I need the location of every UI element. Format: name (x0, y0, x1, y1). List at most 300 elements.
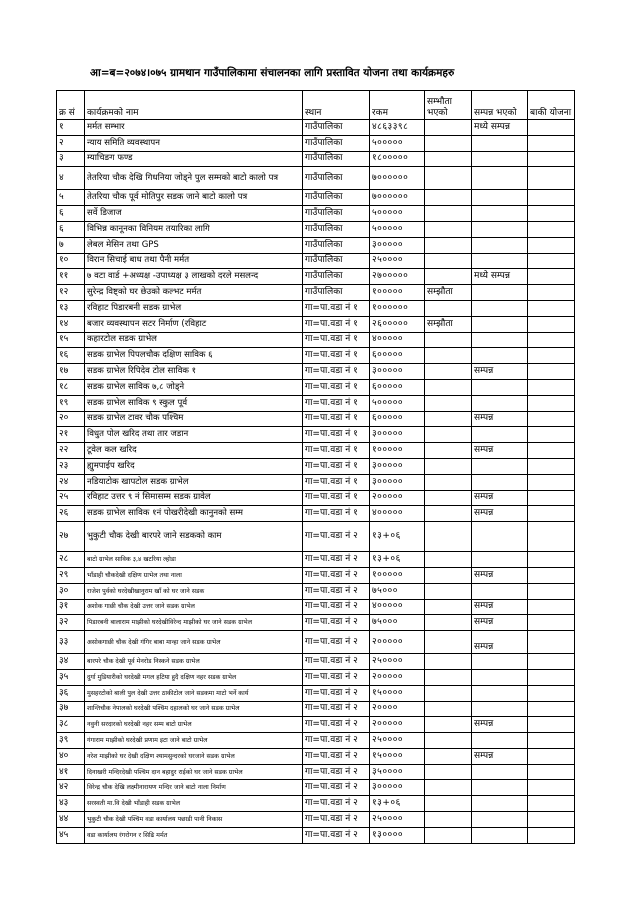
row-amount: २७००००० (370, 269, 425, 285)
row-remaining (528, 506, 575, 522)
row-serial: ७ (57, 237, 85, 253)
table-row (57, 332, 575, 348)
table-row (57, 427, 575, 443)
row-completed (472, 685, 528, 701)
row-agreement (425, 796, 472, 812)
row-amount: ५००००० (370, 135, 425, 151)
row-program-name: राजेश पुर्वको घरदेखीखानुराम खाँ को घर जाने सडक (85, 583, 303, 599)
row-completed (472, 332, 528, 348)
row-program-name: गंगाराम माझीको घरदेखी प्रणाम इटा जाने बाटो ग्राभेल (85, 733, 303, 749)
header-completed: सम्पन्न भएको (472, 91, 528, 120)
row-place: गा=पा.वडा नं २ (303, 567, 370, 583)
table-row (57, 615, 575, 631)
row-program-name: सडक ग्राभेल रिपिदेव टोल साविक १ (85, 364, 303, 380)
table-row (57, 395, 575, 411)
row-serial: ६ (57, 221, 85, 237)
row-agreement (425, 427, 472, 443)
table-row (57, 237, 575, 253)
table-row (57, 167, 575, 190)
row-remaining (528, 615, 575, 631)
row-remaining (528, 654, 575, 670)
row-amount: १००००० (370, 567, 425, 583)
row-agreement (425, 253, 472, 269)
row-remaining (528, 206, 575, 222)
table-row (57, 411, 575, 427)
row-completed (472, 552, 528, 568)
row-agreement (425, 458, 472, 474)
row-completed: सम्पन्न (472, 717, 528, 733)
row-place: गा=पा.वडा नं २ (303, 827, 370, 843)
row-place: गाउँपालिका (303, 285, 370, 301)
row-place: गा=पा.वडा नं २ (303, 717, 370, 733)
row-remaining (528, 599, 575, 615)
row-program-name: नवुनी सरदारको घरदेखी नहर सम्म बाटो ग्राभेल (85, 717, 303, 733)
row-place: गा=पा.वडा नं २ (303, 669, 370, 685)
row-program-name: सडक ग्राभेल साविक ७,८ जोड्ने (85, 379, 303, 395)
row-program-name: सरस्वती मा.वि देखी भाँडाही सडक ग्राभेल (85, 796, 303, 812)
table-row (57, 812, 575, 828)
row-completed: मध्ये सम्पन्न (472, 120, 528, 136)
document-title: आ=ब=२०७४।०७५ ग्रामथान गाउँपालिकामा संचालनका लागि प्रस्तावित योजना तथा कार्यक्रमहरु (90, 67, 455, 79)
row-place: गा=पा.वडा नं १ (303, 379, 370, 395)
row-serial: ३१ (57, 599, 85, 615)
row-amount: ३५०००० (370, 764, 425, 780)
table-row (57, 631, 575, 654)
table-row (57, 522, 575, 552)
row-completed (472, 458, 528, 474)
row-amount: ५००००० (370, 221, 425, 237)
row-program-name: अशोक गाछी चौक देखी उत्तर जाने सडक ग्राभेल (85, 599, 303, 615)
row-program-name: विधुत पोल खरिद तथा तार जडान (85, 427, 303, 443)
row-agreement (425, 348, 472, 364)
row-amount: ४००००० (370, 599, 425, 615)
row-completed: सम्पन्न (472, 364, 528, 380)
row-serial: ६ (57, 206, 85, 222)
table-row (57, 552, 575, 568)
row-amount: ३००००० (370, 427, 425, 443)
table-row (57, 490, 575, 506)
header-amount: रकम (370, 91, 425, 120)
table-row (57, 443, 575, 459)
row-amount: ४८६३३९८ (370, 120, 425, 136)
row-program-name: भाँडाही चौकदेखी दक्षिण ग्राभेल तथा नाला (85, 567, 303, 583)
row-amount: १३+०६ (370, 552, 425, 568)
row-place: गाउँपालिका (303, 167, 370, 190)
row-completed: मध्ये सम्पन्न (472, 269, 528, 285)
row-agreement (425, 190, 472, 206)
row-completed: सम्पन्न (472, 615, 528, 631)
table-row (57, 458, 575, 474)
row-place: गा=पा.वडा नं १ (303, 490, 370, 506)
row-agreement (425, 733, 472, 749)
row-place: गाउँपालिका (303, 253, 370, 269)
row-completed (472, 221, 528, 237)
row-remaining (528, 458, 575, 474)
row-completed (472, 669, 528, 685)
table-row (57, 669, 575, 685)
row-completed: सम्पन्न (472, 599, 528, 615)
row-program-name: टूवेल कल खरिद (85, 443, 303, 459)
row-amount: २००००० (370, 631, 425, 654)
row-amount: २५०००० (370, 812, 425, 828)
row-remaining (528, 669, 575, 685)
row-serial: ४ (57, 167, 85, 190)
row-completed (472, 812, 528, 828)
row-place: गा=पा.वडा नं २ (303, 552, 370, 568)
row-program-name: तेतरिया चौक पूर्व मोतिपुर सडक जाने बाटो कालो पत्र (85, 190, 303, 206)
row-remaining (528, 748, 575, 764)
row-remaining (528, 701, 575, 717)
row-program-name: वडा कार्यालय रंगरोगन र सिढि मर्मत (85, 827, 303, 843)
row-program-name: विरेन्द्र चौक देखि लक्ष्मीनारायण मन्दिर जाने बाटो नाला निर्माण (85, 780, 303, 796)
table-row (57, 599, 575, 615)
row-agreement (425, 120, 472, 136)
row-remaining (528, 332, 575, 348)
row-place: गा=पा.वडा नं १ (303, 332, 370, 348)
row-remaining (528, 733, 575, 749)
row-program-name: कहारटोल सडक ग्राभेल (85, 332, 303, 348)
row-agreement (425, 717, 472, 733)
table-row (57, 348, 575, 364)
row-remaining (528, 190, 575, 206)
row-agreement (425, 615, 472, 631)
row-remaining (528, 348, 575, 364)
row-amount: १००००० (370, 285, 425, 301)
row-place: गा=पा.वडा नं २ (303, 748, 370, 764)
row-agreement (425, 237, 472, 253)
row-agreement (425, 443, 472, 459)
row-agreement (425, 685, 472, 701)
row-remaining (528, 411, 575, 427)
row-serial: २९ (57, 567, 85, 583)
row-serial: २८ (57, 552, 85, 568)
row-amount: १५०००० (370, 748, 425, 764)
row-remaining (528, 490, 575, 506)
row-remaining (528, 285, 575, 301)
row-amount: ६००००० (370, 348, 425, 364)
row-agreement (425, 474, 472, 490)
row-serial: ४४ (57, 812, 85, 828)
row-completed (472, 764, 528, 780)
table-row (57, 748, 575, 764)
row-program-name: ७ वटा वार्ड +अध्यक्ष -उपाध्यक्ष ३ लाखको दरले मसलन्द (85, 269, 303, 285)
table-row (57, 151, 575, 167)
row-place: गा=पा.वडा नं १ (303, 395, 370, 411)
row-program-name: सडक ग्राभेल टावर चौक पश्चिम (85, 411, 303, 427)
row-remaining (528, 796, 575, 812)
row-agreement (425, 206, 472, 222)
row-place: गा=पा.वडा नं १ (303, 506, 370, 522)
row-program-name: लेबल मेसिन तथा GPS (85, 237, 303, 253)
row-amount: ५००००० (370, 206, 425, 222)
table-row (57, 364, 575, 380)
row-place: गा=पा.वडा नं २ (303, 796, 370, 812)
row-program-name: नडियाटोक खापटोल सडक ग्राभेल (85, 474, 303, 490)
table-row (57, 717, 575, 733)
row-completed (472, 796, 528, 812)
table-row (57, 796, 575, 812)
row-serial: ३४ (57, 654, 85, 670)
row-program-name: रविहाट पिडारबनी सडक ग्राभेल (85, 300, 303, 316)
row-program-name: विरान सिचाई बाध तथा पैनी मर्मत (85, 253, 303, 269)
row-amount: ५००००० (370, 395, 425, 411)
row-place: गा=पा.वडा नं १ (303, 364, 370, 380)
row-amount: ७०००००० (370, 167, 425, 190)
row-serial: १९ (57, 395, 85, 411)
row-serial: १ (57, 120, 85, 136)
row-program-name: सडक ग्राभेल साविक ९ स्कुल पूर्व (85, 395, 303, 411)
row-place: गाउँपालिका (303, 269, 370, 285)
row-place: गा=पा.वडा नं २ (303, 685, 370, 701)
row-program-name: विभिन्न कानूनका विनियम तयारिका लागि (85, 221, 303, 237)
row-serial: १६ (57, 348, 85, 364)
table-row (57, 269, 575, 285)
row-agreement (425, 379, 472, 395)
row-remaining (528, 135, 575, 151)
row-serial: २७ (57, 522, 85, 552)
row-place: गा=पा.वडा नं २ (303, 654, 370, 670)
row-remaining (528, 780, 575, 796)
row-remaining (528, 764, 575, 780)
row-amount: ६००००० (370, 411, 425, 427)
row-place: गा=पा.वडा नं २ (303, 780, 370, 796)
row-remaining (528, 474, 575, 490)
row-place: गाउँपालिका (303, 206, 370, 222)
row-completed: सम्पन्न (472, 748, 528, 764)
row-program-name: भुकुटी चौक देखी पश्चिम वडा कार्यालय पछाडी पानी निकास (85, 812, 303, 828)
row-program-name: तेतरिया चौक देखि गिधनिया जोड्ने पुल सम्मको बाटो कालो पत्र (85, 167, 303, 190)
row-program-name: बारपरे चौक देखी पूर्व मेनरोड निस्कने सडक ग्राभेल (85, 654, 303, 670)
row-place: गाउँपालिका (303, 221, 370, 237)
header-remaining: बाकी योजना (528, 91, 575, 120)
row-agreement (425, 599, 472, 615)
row-completed (472, 395, 528, 411)
table-row (57, 654, 575, 670)
row-agreement (425, 701, 472, 717)
row-completed: सम्पन्न (472, 411, 528, 427)
row-serial: ३८ (57, 717, 85, 733)
header-program-name: कार्यक्रमको नाम (85, 91, 303, 120)
row-remaining (528, 685, 575, 701)
table-row (57, 221, 575, 237)
row-amount: ३००००० (370, 237, 425, 253)
row-remaining (528, 379, 575, 395)
row-program-name: नरेश माझीको घर देखी दक्षिण श्यामसुन्दरको घरजाने सडक ग्राभेल (85, 748, 303, 764)
row-agreement (425, 567, 472, 583)
row-place: गा=पा.वडा नं २ (303, 583, 370, 599)
row-place: गाउँपालिका (303, 190, 370, 206)
row-completed (472, 701, 528, 717)
row-place: गा=पा.वडा नं २ (303, 631, 370, 654)
row-agreement (425, 780, 472, 796)
row-serial: ३७ (57, 701, 85, 717)
row-remaining (528, 631, 575, 654)
row-amount: २६००००० (370, 316, 425, 332)
table-row (57, 567, 575, 583)
row-completed (472, 167, 528, 190)
row-place: गा=पा.वडा नं २ (303, 701, 370, 717)
row-completed (472, 206, 528, 222)
row-agreement (425, 506, 472, 522)
row-amount: २५०००० (370, 654, 425, 670)
row-agreement (425, 332, 472, 348)
row-agreement (425, 364, 472, 380)
row-place: गा=पा.वडा नं २ (303, 599, 370, 615)
row-remaining (528, 167, 575, 190)
row-serial: ४३ (57, 796, 85, 812)
row-place: गा=पा.वडा नं १ (303, 300, 370, 316)
table-row (57, 253, 575, 269)
row-agreement (425, 827, 472, 843)
row-serial: ४२ (57, 780, 85, 796)
header-place: स्थान (303, 91, 370, 120)
row-completed (472, 348, 528, 364)
row-place: गा=पा.वडा नं १ (303, 427, 370, 443)
row-program-name: म्याचिङग फण्ड (85, 151, 303, 167)
row-completed: सम्पन्न (472, 506, 528, 522)
row-place: गा=पा.वडा नं २ (303, 812, 370, 828)
row-amount: ७०००००० (370, 190, 425, 206)
row-serial: २१ (57, 427, 85, 443)
row-amount: ३००००० (370, 474, 425, 490)
row-remaining (528, 300, 575, 316)
row-agreement (425, 669, 472, 685)
header-agreement: सम्भौता भएको (425, 91, 472, 120)
row-completed (472, 316, 528, 332)
row-agreement (425, 748, 472, 764)
row-completed (472, 300, 528, 316)
row-serial: ३२ (57, 615, 85, 631)
row-agreement: सम्झौता (425, 285, 472, 301)
row-agreement (425, 490, 472, 506)
row-remaining (528, 364, 575, 380)
table-row (57, 583, 575, 599)
row-program-name: असोकगाछी चौक देखी गंगिर बाबा मान्हा जाने सडक ग्राभेल (85, 631, 303, 654)
row-completed (472, 427, 528, 443)
row-amount: १०००००० (370, 300, 425, 316)
table-row (57, 685, 575, 701)
row-serial: १४ (57, 316, 85, 332)
row-amount: ७५००० (370, 615, 425, 631)
row-amount: २००००० (370, 490, 425, 506)
row-agreement: सम्झौता (425, 316, 472, 332)
row-completed (472, 733, 528, 749)
row-completed (472, 583, 528, 599)
row-completed: सम्पन्न (472, 443, 528, 459)
row-amount: ४००००० (370, 506, 425, 522)
row-agreement (425, 300, 472, 316)
row-serial: ४१ (57, 764, 85, 780)
header-serial: क्र सं (57, 91, 85, 120)
row-remaining (528, 151, 575, 167)
row-program-name: न्याय समिति व्यवस्थापन (85, 135, 303, 151)
row-agreement (425, 654, 472, 670)
table-row (57, 120, 575, 136)
table-row (57, 190, 575, 206)
row-serial: ३ (57, 151, 85, 167)
table-row (57, 764, 575, 780)
row-serial: १८ (57, 379, 85, 395)
row-remaining (528, 717, 575, 733)
row-program-name: सर्वे डिजाज (85, 206, 303, 222)
row-serial: १३ (57, 300, 85, 316)
row-agreement (425, 522, 472, 552)
row-agreement (425, 764, 472, 780)
row-completed (472, 654, 528, 670)
row-place: गा=पा.वडा नं १ (303, 443, 370, 459)
row-completed (472, 780, 528, 796)
row-place: गा=पा.वडा नं १ (303, 458, 370, 474)
row-serial: ५ (57, 190, 85, 206)
row-serial: २२ (57, 443, 85, 459)
row-remaining (528, 120, 575, 136)
row-serial: २५ (57, 490, 85, 506)
row-agreement (425, 812, 472, 828)
row-remaining (528, 237, 575, 253)
row-amount: १८००००० (370, 151, 425, 167)
row-remaining (528, 443, 575, 459)
row-program-name: बजार व्यवस्थापन सटर निर्माण (रविहाट (85, 316, 303, 332)
row-amount: ३००००० (370, 458, 425, 474)
row-remaining (528, 552, 575, 568)
row-program-name: सडक ग्राभेल साविक १नं पोखरीदेखी कानुनको सम्म (85, 506, 303, 522)
row-amount: २०००० (370, 701, 425, 717)
row-serial: १७ (57, 364, 85, 380)
table-row (57, 701, 575, 717)
row-place: गाउँपालिका (303, 237, 370, 253)
row-completed (472, 237, 528, 253)
row-amount: २००००० (370, 717, 425, 733)
row-serial: ४० (57, 748, 85, 764)
row-agreement (425, 269, 472, 285)
row-amount: २५०००० (370, 253, 425, 269)
row-serial: २६ (57, 506, 85, 522)
table-row (57, 733, 575, 749)
row-amount: ४००००० (370, 332, 425, 348)
row-serial: ३३ (57, 631, 85, 654)
row-program-name: रविहाट उत्तर ९ नं सिमासम्म सडक ग्रावेल (85, 490, 303, 506)
row-serial: २४ (57, 474, 85, 490)
row-place: गा=पा.वडा नं १ (303, 316, 370, 332)
row-completed (472, 379, 528, 395)
row-agreement (425, 151, 472, 167)
row-amount: २५०००० (370, 733, 425, 749)
row-agreement (425, 395, 472, 411)
row-completed (472, 474, 528, 490)
table-row (57, 316, 575, 332)
row-place: गा=पा.वडा नं १ (303, 348, 370, 364)
row-serial: ११ (57, 269, 85, 285)
row-agreement (425, 135, 472, 151)
projects-table (56, 90, 575, 844)
row-amount: २००००० (370, 669, 425, 685)
row-remaining (528, 427, 575, 443)
row-serial: ४५ (57, 827, 85, 843)
row-serial: ३० (57, 583, 85, 599)
row-remaining (528, 395, 575, 411)
row-program-name: ह्युमपाईप खरिद (85, 458, 303, 474)
row-serial: ३६ (57, 685, 85, 701)
row-completed (472, 285, 528, 301)
row-program-name: बाटो ग्राभेल साविक ३,४ खटरिया ल्होडा (85, 552, 303, 568)
table-row (57, 135, 575, 151)
row-completed (472, 135, 528, 151)
row-agreement (425, 631, 472, 654)
row-program-name: सडक ग्राभेल पिपलचौक दक्षिण साविक ६ (85, 348, 303, 364)
row-serial: १० (57, 253, 85, 269)
row-amount: १३०००० (370, 827, 425, 843)
row-program-name: पिडारबनी बालाराम माझीको घरदेखीविरेन्द माझीको घर जाने सडक ग्राभेल (85, 615, 303, 631)
